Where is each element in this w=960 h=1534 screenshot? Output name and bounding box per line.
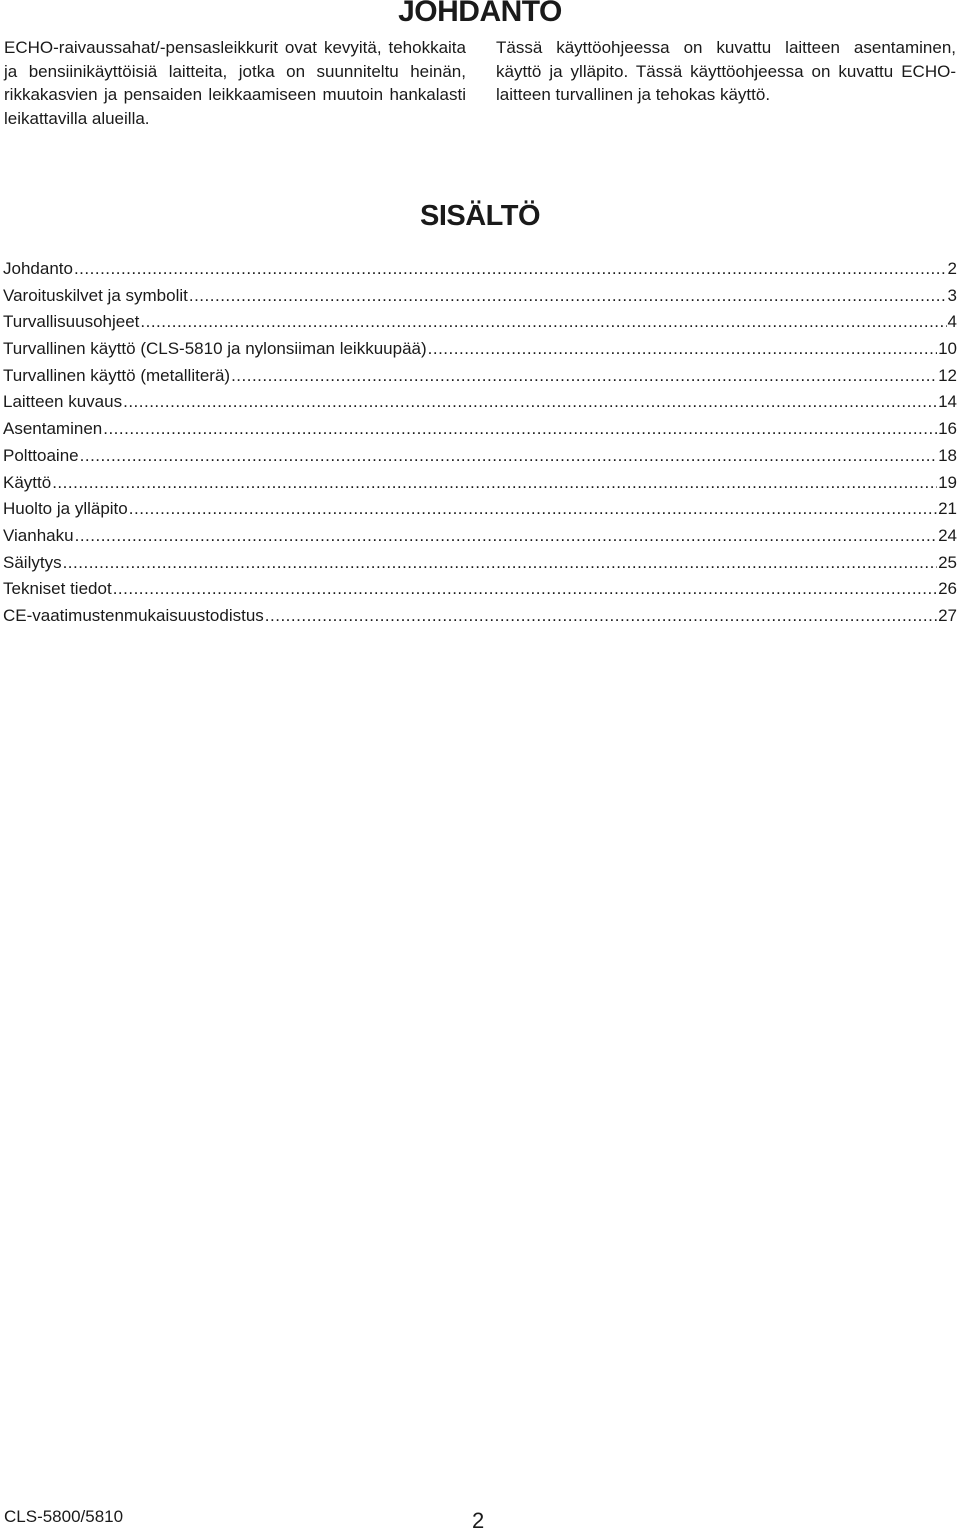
- toc-entry-page: 4: [947, 312, 957, 332]
- toc-leader-dots: [113, 576, 937, 603]
- toc-title: SISÄLTÖ: [419, 200, 541, 232]
- toc-entry-page: 26: [938, 579, 957, 599]
- toc-leader-dots: [140, 309, 946, 336]
- toc-entry-page: 27: [938, 605, 957, 625]
- toc-entry-label: Turvallinen käyttö (metalliterä): [3, 365, 231, 385]
- intro-paragraph-left: ECHO-raivaussahat/-pensasleikkurit ovat kevyitä, tehokkaita ja bensiinikäyttöisiä laitteita, jotka on suunniteltu heinän, rikkakasvien ja pensaiden leikkaamiseen muutoin hankalasti leikattavilla alueilla.: [4, 38, 466, 128]
- toc-leader-dots: [189, 283, 947, 310]
- toc-entry[interactable]: [3, 443, 957, 470]
- toc-leader-dots: [63, 550, 938, 577]
- toc-entry-label: Laitteen kuvaus: [3, 392, 123, 412]
- toc-leader-dots: [231, 363, 937, 390]
- toc-entry-label: Vianhaku: [3, 525, 74, 545]
- toc-leader-dots: [428, 336, 937, 363]
- toc-entry-page: 21: [938, 499, 957, 519]
- toc-entry[interactable]: [3, 336, 957, 363]
- footer-page-number: 2: [472, 1508, 485, 1533]
- toc-entry-label: Käyttö: [3, 472, 52, 492]
- toc-leader-dots: [75, 523, 937, 550]
- toc-entry[interactable]: [3, 576, 957, 603]
- toc-entry-label: Asentaminen: [3, 419, 103, 439]
- toc-entry-page: 2: [947, 259, 957, 278]
- toc-entry-label: Säilytys: [3, 552, 62, 572]
- toc-entry-page: 14: [938, 392, 957, 412]
- toc-leader-dots: [103, 416, 937, 443]
- toc-entry-label: CE-vaatimustenmukaisuustodistus: [3, 605, 264, 625]
- toc-leader-dots: [265, 603, 937, 630]
- intro-paragraph-right: Tässä käyttöohjeessa on kuvattu laitteen asentaminen, käyttö ja ylläpito. Tässä käyttöohjeessa on kuvattu ECHO-laitteen turvallinen ja tehokas käyttö.: [496, 38, 956, 104]
- toc-entry[interactable]: [3, 416, 957, 443]
- toc-leader-dots: [129, 496, 937, 523]
- toc-entry[interactable]: [3, 550, 957, 577]
- toc-entry-label: Turvallisuusohjeet: [3, 312, 140, 332]
- toc-entry-label: Tekniset tiedot: [3, 579, 112, 599]
- toc-entry-page: 18: [938, 445, 957, 465]
- toc-entry-label: Polttoaine: [3, 445, 79, 465]
- toc-entry-page: 10: [938, 339, 957, 359]
- toc-entry[interactable]: [3, 283, 957, 310]
- toc-entry-page: 19: [938, 472, 957, 492]
- toc-leader-dots: [123, 389, 937, 416]
- toc-leader-dots: [80, 443, 937, 470]
- toc-leader-dots: [52, 470, 937, 497]
- toc-entry-label: Johdanto: [3, 259, 73, 278]
- toc-entry-page: 16: [938, 419, 957, 439]
- toc-entry-page: 3: [947, 285, 957, 305]
- toc-entry-label: Turvallinen käyttö (CLS-5810 ja nylonsiiman leikkuupää): [3, 339, 427, 359]
- toc-entry-label: Varoituskilvet ja symbolit: [3, 285, 188, 305]
- toc-entry[interactable]: [3, 309, 957, 336]
- toc-entry[interactable]: [3, 389, 957, 416]
- toc-entry-label: Huolto ja ylläpito: [3, 499, 128, 519]
- toc-entry[interactable]: [3, 256, 957, 283]
- toc-entry[interactable]: [3, 496, 957, 523]
- toc-entry[interactable]: [3, 470, 957, 497]
- toc-leader-dots: [74, 256, 947, 283]
- page-title: JOHDANTO: [398, 0, 562, 28]
- toc-entry[interactable]: [3, 603, 957, 630]
- footer-model-number: CLS-5800/5810: [4, 1507, 124, 1526]
- toc-entry[interactable]: [3, 363, 957, 390]
- toc-entry-page: 12: [938, 365, 957, 385]
- toc-entry-page: 24: [938, 525, 957, 545]
- toc-entry[interactable]: [3, 523, 957, 550]
- table-of-contents: [3, 256, 957, 630]
- toc-entry-page: 25: [938, 552, 957, 572]
